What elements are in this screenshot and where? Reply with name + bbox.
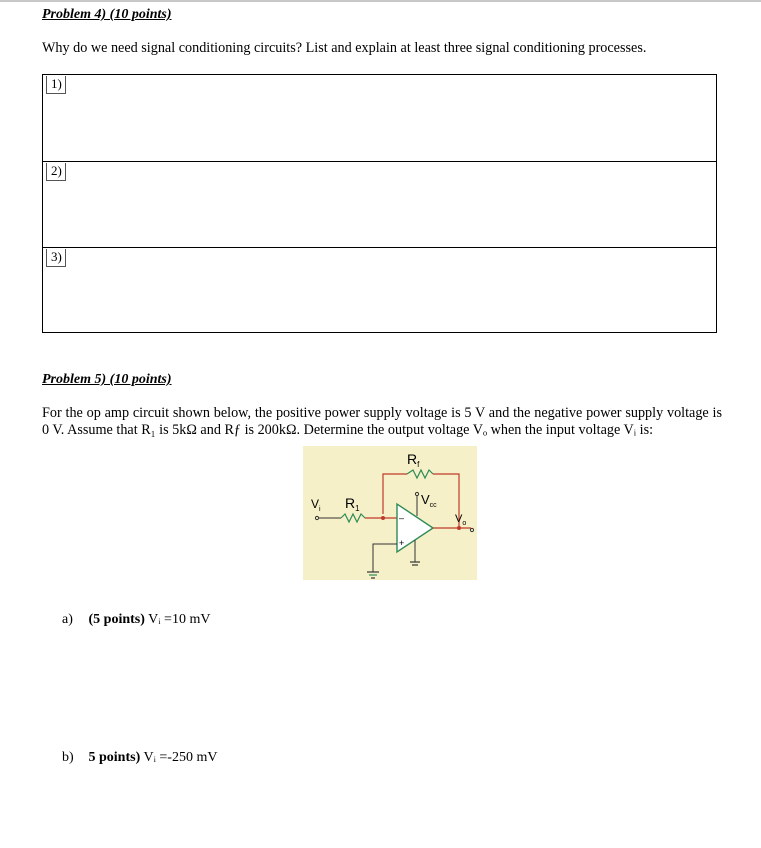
answer-row-3[interactable] bbox=[43, 247, 716, 333]
part-a bbox=[62, 612, 210, 628]
part-b bbox=[62, 750, 217, 766]
answer-row-number: 1) bbox=[46, 76, 66, 94]
answer-row-number: 2) bbox=[46, 163, 66, 181]
answer-row-1[interactable] bbox=[43, 75, 716, 161]
part-a-label: a) bbox=[62, 612, 73, 627]
answer-row-2[interactable] bbox=[43, 161, 716, 247]
part-b-points: 5 points) bbox=[88, 750, 141, 765]
circuit-background bbox=[303, 446, 477, 580]
part-b-value: Vᵢ =-250 mV bbox=[143, 750, 218, 765]
rf-label: $R_f$ bbox=[407, 451, 420, 469]
part-b-label: b) bbox=[62, 750, 74, 765]
answer-table bbox=[42, 74, 717, 333]
page-top-rule bbox=[0, 0, 761, 2]
problem-5-heading: Problem 5) (10 points) bbox=[42, 372, 172, 387]
problem-5-description: For the op amp circuit shown below, the positive power supply voltage is 5 V and the negative power supply voltage is 0 V. Assume that R₁ is 5kΩ and Rƒ is 200kΩ. Determine the output voltage Vₒ when the input voltage Vᵢ is: bbox=[42, 405, 722, 438]
part-a-points: (5 points) bbox=[88, 612, 145, 627]
vi-label: $V_i$ bbox=[311, 497, 321, 513]
vo-label: $V_o$ bbox=[455, 513, 467, 527]
inverting-sign: – bbox=[399, 513, 405, 523]
r1-label: $R_1$ bbox=[345, 495, 360, 513]
answer-row-number: 3) bbox=[46, 249, 66, 267]
problem-4-heading: Problem 4) (10 points) bbox=[42, 7, 172, 22]
part-a-value: Vᵢ =10 mV bbox=[148, 612, 211, 627]
junction-node bbox=[381, 516, 385, 520]
op-amp-circuit-diagram bbox=[303, 446, 477, 580]
vcc-label: $V_{cc}$ bbox=[421, 492, 437, 509]
problem-4-question: Why do we need signal conditioning circuits? List and explain at least three signal conditioning processes. bbox=[42, 40, 647, 56]
noninverting-sign: + bbox=[399, 538, 405, 548]
